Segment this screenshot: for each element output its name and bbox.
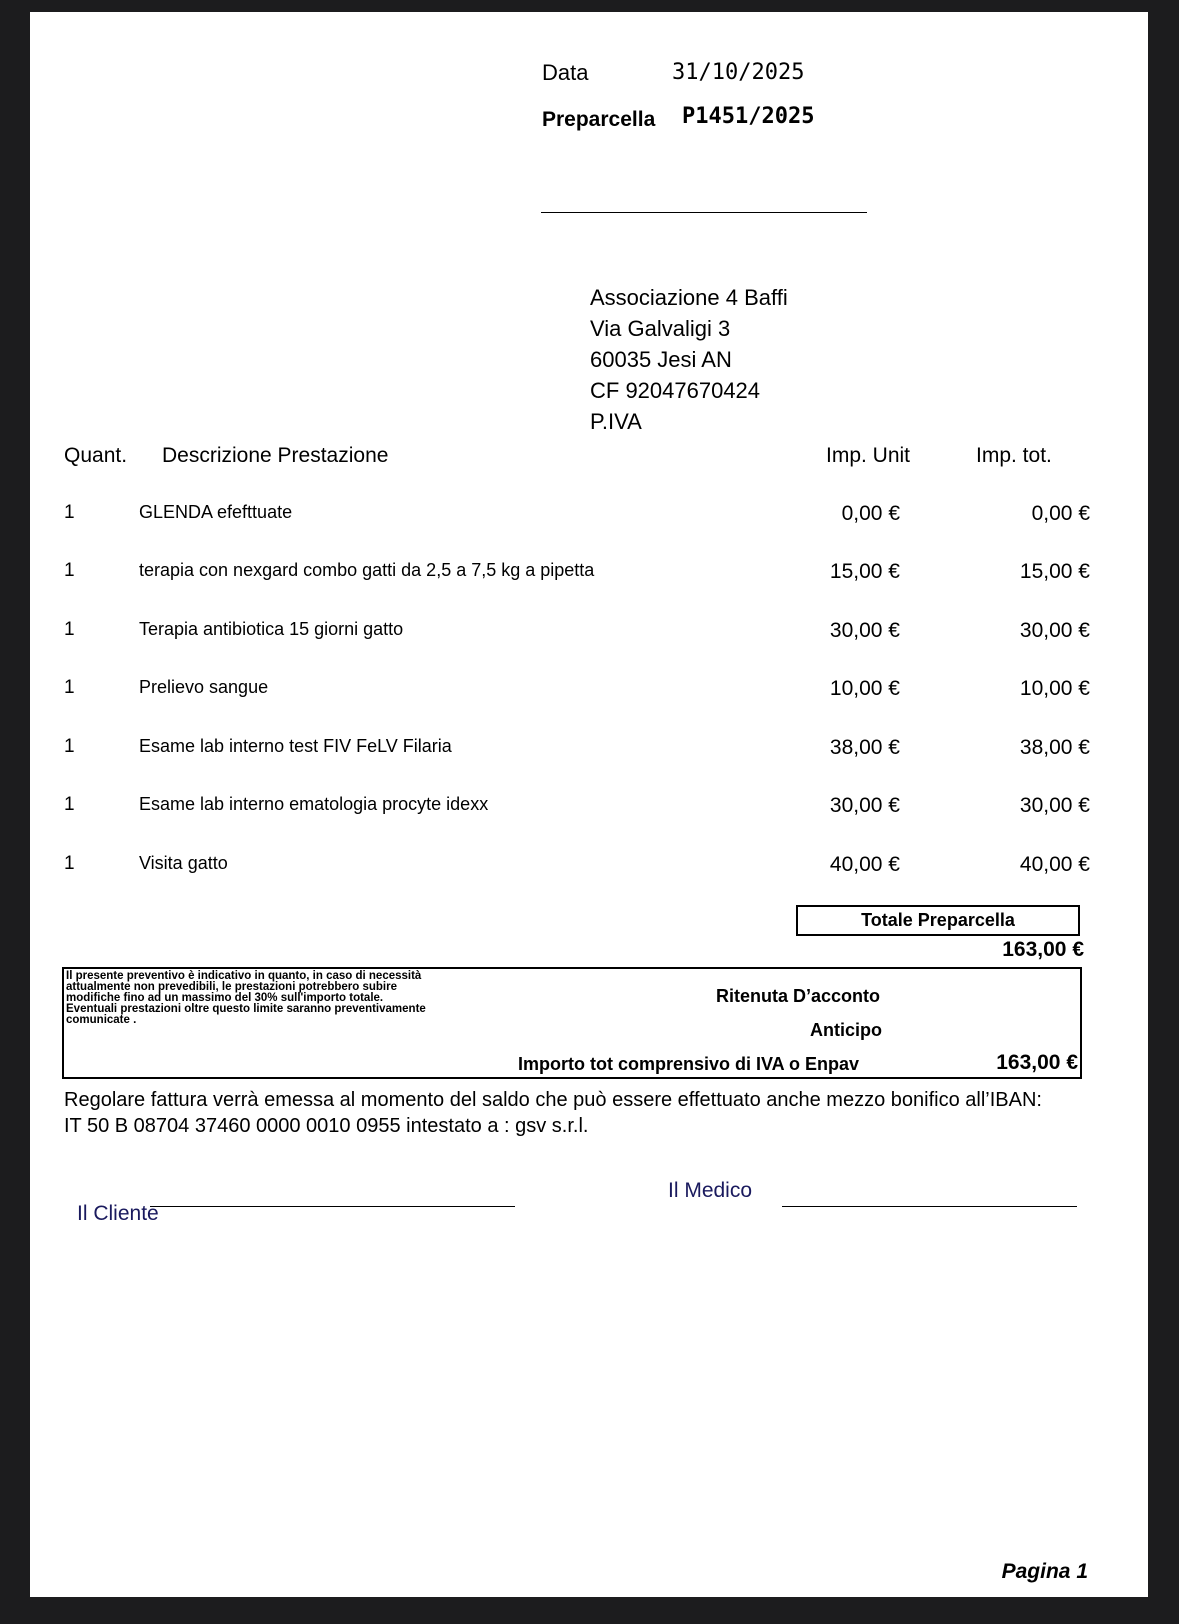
table-row <box>30 794 1148 824</box>
row-unit-price: 0,00 € <box>841 502 900 525</box>
table-row <box>30 677 1148 707</box>
summary-box <box>62 967 1082 1079</box>
row-description: Visita gatto <box>139 853 228 873</box>
row-description: Esame lab interno ematologia procyte idexx <box>139 794 489 814</box>
row-description: Terapia antibiotica 15 giorni gatto <box>139 619 404 639</box>
row-qty: 1 <box>64 560 75 581</box>
payment-line-2: IT 50 B 08704 37460 0000 0010 0955 intestato a : gsv s.r.l. <box>64 1115 589 1137</box>
doc-label: Preparcella <box>542 108 656 131</box>
row-total: 0,00 € <box>1031 502 1090 525</box>
row-qty: 1 <box>64 677 75 698</box>
recipient-street: Via Galvaligi 3 <box>590 316 731 341</box>
row-total: 15,00 € <box>1019 560 1090 583</box>
row-qty: 1 <box>64 502 75 523</box>
date-label: Data <box>542 60 589 85</box>
table-row <box>30 502 1148 532</box>
date-value: 31/10/2025 <box>672 60 805 85</box>
total-value: 163,00 € <box>1002 938 1084 961</box>
ritenuta-label: Ritenuta D’acconto <box>716 986 881 1006</box>
doctor-signature-line <box>782 1206 1077 1207</box>
row-description: Esame lab interno test FIV FeLV Filaria <box>139 736 452 756</box>
row-total: 30,00 € <box>1019 794 1090 817</box>
header-divider <box>541 212 867 213</box>
client-signature-line <box>150 1206 515 1207</box>
row-unit-price: 30,00 € <box>829 619 900 642</box>
row-qty: 1 <box>64 853 75 874</box>
row-total: 30,00 € <box>1019 619 1090 642</box>
row-qty: 1 <box>64 619 75 640</box>
importo-label: Importo tot comprensivo di IVA o Enpav <box>518 1054 860 1074</box>
anticipo-label: Anticipo <box>810 1020 882 1040</box>
row-qty: 1 <box>64 736 75 757</box>
row-unit-price: 30,00 € <box>829 794 900 817</box>
col-header-description: Descrizione Prestazione <box>162 444 389 467</box>
recipient-cf: CF 92047670424 <box>590 378 761 403</box>
row-description: terapia con nexgard combo gatti da 2,5 a 7,5 kg a pipetta <box>139 560 595 580</box>
importo-value: 163,00 € <box>996 1051 1078 1074</box>
row-total: 40,00 € <box>1019 853 1090 876</box>
row-unit-price: 10,00 € <box>829 677 900 700</box>
col-header-unit: Imp. Unit <box>826 444 911 467</box>
row-unit-price: 38,00 € <box>829 736 900 759</box>
row-description: GLENDA efefttuate <box>139 502 293 522</box>
table-row <box>30 560 1148 590</box>
total-label: Totale Preparcella <box>861 910 1015 930</box>
row-unit-price: 15,00 € <box>829 560 900 583</box>
col-header-qty: Quant. <box>64 444 128 467</box>
row-description: Prelievo sangue <box>139 677 269 697</box>
payment-line-1: Regolare fattura verrà emessa al momento del saldo che può essere effettuato anche mezzo bonifico all’IBAN: <box>64 1089 1042 1111</box>
total-label-box <box>796 905 1080 936</box>
table-row <box>30 619 1148 649</box>
row-unit-price: 40,00 € <box>829 853 900 876</box>
payment-info <box>64 1087 1042 1139</box>
document-page <box>30 12 1148 1597</box>
table-row <box>30 736 1148 766</box>
row-total: 10,00 € <box>1019 677 1090 700</box>
recipient-city: 60035 Jesi AN <box>590 347 732 372</box>
row-total: 38,00 € <box>1019 736 1090 759</box>
disclaimer-text: Il presente preventivo è indicativo in quanto, in caso di necessità attualmente non prevedibili, le prestazioni potrebbero subire modifiche fino ad un massimo del 30% sull'importo totale. Eventuali prestazioni oltre questo limite saranno preventivamente comunicate . <box>66 970 426 1026</box>
client-signature-label: Il Cliente <box>77 1202 159 1225</box>
row-qty: 1 <box>64 794 75 815</box>
page-number: Pagina 1 <box>1001 1560 1088 1583</box>
col-header-total: Imp. tot. <box>976 444 1052 467</box>
recipient-piva: P.IVA <box>590 409 642 434</box>
recipient-block <box>590 282 788 437</box>
recipient-name: Associazione 4 Baffi <box>590 285 788 310</box>
doc-number: P1451/2025 <box>682 104 815 129</box>
doctor-signature-label: Il Medico <box>668 1179 753 1202</box>
table-row <box>30 853 1148 883</box>
